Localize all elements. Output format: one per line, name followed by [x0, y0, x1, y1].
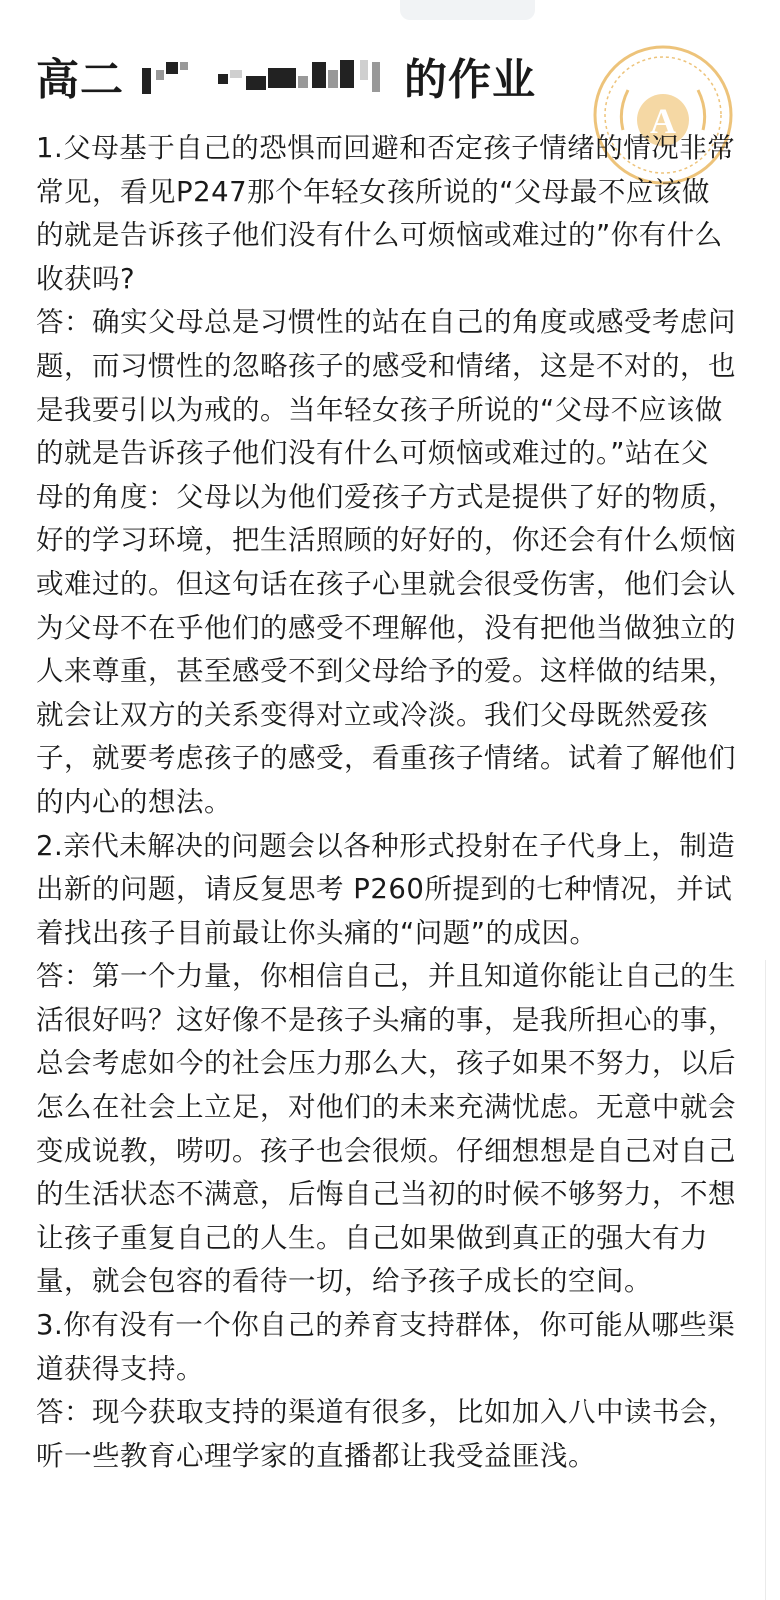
redacted-name-mosaic	[128, 56, 400, 106]
question-3: 3.你有没有一个你自己的养育支持群体，你可能从哪些渠道获得支持。	[36, 1309, 736, 1385]
question-1: 1.父母基于自己的恐惧而回避和否定孩子情绪的情况非常常见，看见P247那个年轻女孩所说的“父母最不应该做的就是告诉孩子他们没有什么可烦恼或难过的”你有什么收获吗?	[36, 132, 736, 295]
question-2: 2.亲代未解决的问题会以各种形式投射在子代身上，制造出新的问题，请反复思考 P260所提到的七种情况，并试着找出孩子目前最让你头痛的“问题”的成因。	[36, 829, 736, 949]
homework-text	[36, 127, 736, 1478]
stamp-letter: A	[650, 101, 676, 141]
right-edge-divider	[765, 960, 766, 1600]
title-suffix: 的作业	[404, 55, 536, 106]
title-prefix: 高二	[36, 55, 124, 106]
top-edge-bar	[400, 0, 535, 20]
answer-3: 答：现今获取支持的渠道有很多，比如加入八中读书会，听一些教育心理学家的直播都让我受益匪浅。	[36, 1396, 736, 1472]
answer-1: 答：确实父母总是习惯性的站在自己的角度或感受考虑问题，而习惯性的忽略孩子的感受和情绪，这是不对的，也是我要引以为戒的。当年轻女孩子所说的“父母不应该做的就是告诉孩子他们没有什么可烦恼或难过的。”站在父母的角度：父母以为他们爱孩子方式是提供了好的物质，好的学习环境，把生活照顾的好好的，你还会有什么烦恼或难过的。但这句话在孩子心里就会很受伤害，他们会认为父母不在乎他们的感受不理解他，没有把他当做独立的人来尊重，甚至感受不到父母给予的爱。这样做的结果，就会让双方的关系变得对立或冷淡。我们父母既然爱孩子，就要考虑孩子的感受，看重孩子情绪。试着了解他们的内心的想法。	[36, 306, 736, 818]
page-title	[36, 48, 536, 108]
answer-2: 答：第一个力量，你相信自己，并且知道你能让自己的生活很好吗？这好像不是孩子头痛的事，是我所担心的事，总会考虑如今的社会压力那么大，孩子如果不努力，以后怎么在社会上立足，对他们的未来充满忧虑。无意中就会变成说教，唠叨。孩子也会很烦。仔细想想是自己对自己的生活状态不满意，后悔自己当初的时候不够努力，不想让孩子重复自己的人生。自己如果做到真正的强大有力量，就会包容的看待一切，给予孩子成长的空间。	[36, 960, 736, 1298]
